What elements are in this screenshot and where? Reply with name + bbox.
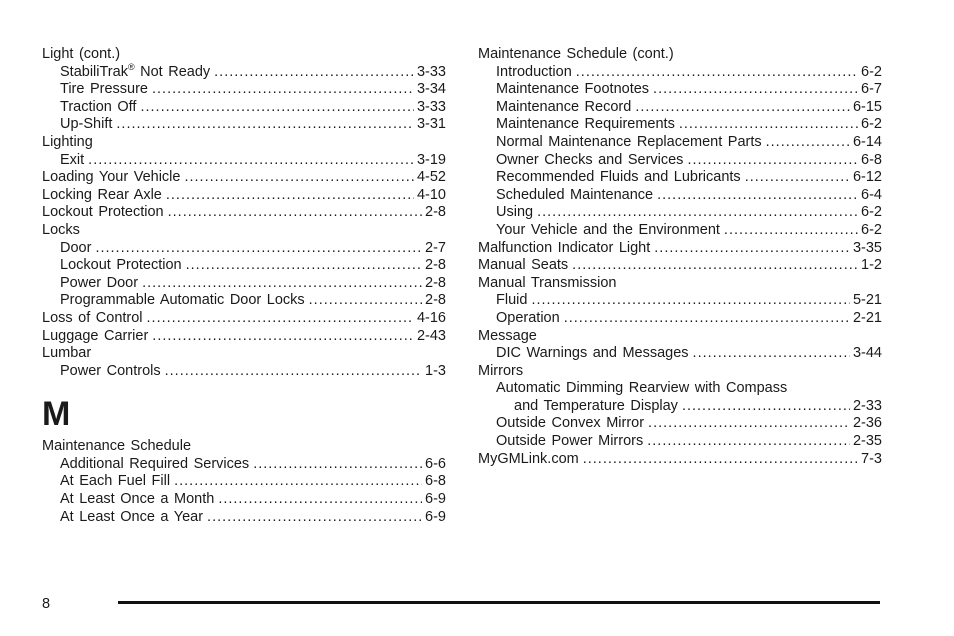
entry-label-text: MyGMLink.com [478, 450, 579, 467]
page-reference: 3-34 [416, 81, 446, 98]
entry-label [60, 275, 138, 293]
index-entry [478, 134, 882, 152]
page-reference: 3-44 [852, 345, 882, 362]
index-entry [478, 398, 882, 416]
dot-leader [152, 328, 414, 346]
entry-label-suffix: Not Ready [134, 63, 211, 80]
page-reference: 3-31 [416, 116, 446, 133]
dot-leader [564, 310, 850, 328]
index-entry [478, 152, 882, 170]
entry-label-text: StabiliTrak [60, 63, 128, 80]
index-entry [478, 345, 882, 363]
entry-label [42, 169, 180, 187]
entry-label [496, 187, 653, 205]
entry-label [60, 491, 214, 509]
entry-label [496, 134, 762, 152]
entry-label-text: At Each Fuel Fill [60, 473, 171, 490]
page-reference: 2-8 [425, 257, 446, 274]
index-heading: Message [478, 327, 537, 344]
dot-leader [165, 363, 422, 381]
entry-label [496, 292, 527, 310]
page-reference: 6-4 [861, 186, 882, 203]
entry-label-text: Lockout Protection [60, 257, 182, 274]
index-heading: Maintenance Schedule [42, 438, 192, 455]
page-reference: 1-3 [425, 362, 446, 379]
entry-label-text: Introduction [496, 63, 572, 80]
index-heading: Manual Transmission [478, 274, 617, 291]
dot-leader [693, 345, 850, 363]
dot-leader [687, 152, 858, 170]
page-reference: 3-33 [416, 63, 446, 80]
page-reference: 6-14 [852, 133, 882, 150]
entry-label-text: Luggage Carrier [42, 327, 149, 344]
entry-label [60, 257, 182, 275]
entry-label-text: At Least Once a Month [60, 491, 215, 508]
entry-label-text: Power Controls [60, 362, 161, 379]
entry-label-text: Fluid [496, 292, 528, 309]
dot-leader [214, 64, 414, 82]
entry-label [514, 398, 678, 416]
entry-label-text: Maintenance Requirements [496, 116, 675, 133]
dot-leader [653, 81, 858, 99]
page-reference: 6-7 [861, 81, 882, 98]
dot-leader [682, 398, 850, 416]
index-entry [42, 473, 446, 491]
entry-label [60, 509, 203, 527]
entry-label-text: Power Door [60, 274, 139, 291]
page-reference: 2-7 [425, 239, 446, 256]
entry-label-text: Maintenance Footnotes [496, 81, 650, 98]
dot-leader [679, 116, 858, 134]
dot-leader [168, 204, 422, 222]
entry-label-text: Malfunction Indicator Light [478, 239, 651, 256]
index-entry [478, 451, 882, 469]
page-reference: 1-2 [861, 257, 882, 274]
entry-label-text: Normal Maintenance Replacement Parts [496, 133, 762, 150]
index-entry [478, 257, 882, 275]
index-heading: Maintenance Schedule (cont.) [478, 46, 674, 62]
index-entry [478, 187, 882, 205]
section-letter: M [42, 395, 71, 434]
dot-leader [88, 152, 414, 170]
index-entry [478, 204, 882, 222]
index-entry [42, 509, 446, 527]
entry-label-text: and Temperature Display [514, 397, 678, 414]
index-heading: Light (cont.) [42, 46, 121, 62]
entry-label [42, 204, 164, 222]
dot-leader [253, 456, 422, 474]
entry-label [496, 204, 533, 222]
page-reference: 4-16 [416, 309, 446, 326]
index-entry [42, 204, 446, 222]
index-entry [42, 99, 446, 117]
dot-leader [583, 451, 858, 469]
entry-label [60, 292, 305, 310]
entry-label-text: Your Vehicle and the Environment [496, 221, 720, 238]
dot-leader [142, 275, 422, 293]
entry-label-text: Using [496, 204, 534, 221]
entry-label [60, 99, 136, 117]
dot-leader [166, 187, 414, 205]
page-reference: 2-21 [852, 309, 882, 326]
dot-leader [576, 64, 858, 82]
dot-leader [174, 473, 422, 491]
page-reference: 5-21 [852, 292, 882, 309]
dot-leader [309, 292, 422, 310]
index-heading: Lumbar [42, 345, 92, 362]
index-entry [478, 415, 882, 433]
page-reference: 6-2 [861, 204, 882, 221]
entry-label-text: Outside Power Mirrors [496, 433, 644, 450]
index-entry [478, 433, 882, 451]
entry-label-text: Additional Required Services [60, 455, 250, 472]
entry-label [496, 345, 689, 363]
page-reference: 6-8 [425, 473, 446, 490]
entry-label [496, 116, 675, 134]
dot-leader [745, 169, 850, 187]
index-entry [42, 116, 446, 134]
dot-leader [147, 310, 414, 328]
page-reference: 6-6 [425, 455, 446, 472]
index-column-right [478, 46, 882, 468]
entry-label-text: Operation [496, 309, 560, 326]
index-entry [478, 99, 882, 117]
page-reference: 6-9 [425, 508, 446, 525]
dot-leader [207, 509, 422, 527]
index-entry [42, 310, 446, 328]
entry-label-text: Loading Your Vehicle [42, 169, 181, 186]
index-entry [42, 240, 446, 258]
entry-label-text: Loss of Control [42, 309, 143, 326]
registered-mark: ® [127, 61, 135, 72]
page-reference: 6-12 [852, 169, 882, 186]
entry-label [496, 169, 741, 187]
entry-label [42, 310, 143, 328]
index-entry [42, 456, 446, 474]
entry-label [478, 257, 568, 275]
page-reference: 2-8 [425, 204, 446, 221]
dot-leader [95, 240, 422, 258]
entry-label-text: Outside Convex Mirror [496, 415, 645, 432]
index-entry [478, 222, 882, 240]
entry-label-text: Locking Rear Axle [42, 186, 162, 203]
entry-label [42, 328, 148, 346]
entry-label-text: DIC Warnings and Messages [496, 345, 689, 362]
index-entry [42, 257, 446, 275]
entry-label [60, 81, 148, 99]
entry-label [60, 363, 161, 381]
index-entry [478, 81, 882, 99]
page-reference: 2-43 [416, 327, 446, 344]
page-reference: 7-3 [861, 450, 882, 467]
index-entry [478, 64, 882, 82]
entry-label [496, 64, 572, 82]
dot-leader [218, 491, 422, 509]
entry-label-text: Door [60, 239, 92, 256]
page-reference: 2-33 [852, 397, 882, 414]
page-number: 8 [42, 596, 51, 612]
index-entry [478, 310, 882, 328]
index-entry [42, 363, 446, 381]
page-reference: 2-35 [852, 433, 882, 450]
dot-leader [572, 257, 858, 275]
entry-label-text: Traction Off [60, 98, 137, 115]
entry-label [496, 415, 644, 433]
entry-label [60, 116, 112, 134]
entry-label [496, 222, 720, 240]
page-reference: 2-36 [852, 415, 882, 432]
entry-label [60, 240, 91, 258]
page-reference: 3-19 [416, 151, 446, 168]
entry-label-text: Exit [60, 151, 85, 168]
dot-leader [724, 222, 858, 240]
index-entry [478, 292, 882, 310]
index-entry [478, 240, 882, 258]
entry-label [496, 152, 683, 170]
index-entry [42, 328, 446, 346]
entry-label [496, 433, 643, 451]
entry-label-text: Manual Seats [478, 257, 569, 274]
entry-label-text: Scheduled Maintenance [496, 186, 654, 203]
entry-label-text: At Least Once a Year [60, 508, 204, 525]
dot-leader [647, 433, 850, 451]
index-entry [42, 152, 446, 170]
page-reference: 3-33 [416, 98, 446, 115]
entry-label [60, 152, 84, 170]
dot-leader [766, 134, 850, 152]
index-heading: Mirrors [478, 362, 524, 379]
page-reference: 4-52 [416, 169, 446, 186]
page-reference: 2-8 [425, 292, 446, 309]
index-entry [42, 187, 446, 205]
dot-leader [657, 187, 858, 205]
entry-label [496, 81, 649, 99]
entry-label-text: Up-Shift [60, 116, 113, 133]
index-heading: Locks [42, 221, 80, 238]
entry-label-text: Maintenance Record [496, 98, 632, 115]
index-entry [478, 169, 882, 187]
page-reference: 3-35 [852, 239, 882, 256]
entry-label [496, 310, 560, 328]
dot-leader [140, 99, 414, 117]
index-entry [42, 81, 446, 99]
entry-label-text: Owner Checks and Services [496, 151, 684, 168]
entry-label [496, 99, 631, 117]
entry-label [42, 187, 162, 205]
index-entry [42, 275, 446, 293]
entry-label [478, 240, 650, 258]
dot-leader [537, 204, 858, 222]
dot-leader [116, 116, 414, 134]
entry-label-text: Tire Pressure [60, 81, 148, 98]
index-entry [42, 491, 446, 509]
page-reference: 4-10 [416, 186, 446, 203]
page-reference: 2-8 [425, 274, 446, 291]
footer-rule [118, 601, 880, 604]
entry-label-text: Programmable Automatic Door Locks [60, 292, 305, 309]
entry-label [60, 61, 211, 82]
entry-label [60, 473, 170, 491]
dot-leader [152, 81, 414, 99]
index-heading: Lighting [42, 133, 93, 150]
dot-leader [184, 169, 414, 187]
entry-label [60, 456, 249, 474]
page-reference: 6-2 [861, 63, 882, 80]
dot-leader [531, 292, 850, 310]
entry-label-text: Recommended Fluids and Lubricants [496, 169, 741, 186]
dot-leader [635, 99, 850, 117]
index-entry [478, 116, 882, 134]
index-entry [42, 61, 446, 82]
dot-leader [654, 240, 850, 258]
dot-leader [648, 415, 850, 433]
dot-leader [186, 257, 422, 275]
index-heading: Automatic Dimming Rearview with Compass [496, 380, 788, 397]
page-reference: 6-15 [852, 98, 882, 115]
index-column-left [42, 46, 446, 526]
page-reference: 6-2 [861, 221, 882, 238]
page-reference: 6-2 [861, 116, 882, 133]
index-entry [42, 169, 446, 187]
page-reference: 6-9 [425, 491, 446, 508]
entry-label-text: Lockout Protection [42, 204, 164, 221]
page-reference: 6-8 [861, 151, 882, 168]
entry-label [478, 451, 579, 469]
index-entry [42, 292, 446, 310]
